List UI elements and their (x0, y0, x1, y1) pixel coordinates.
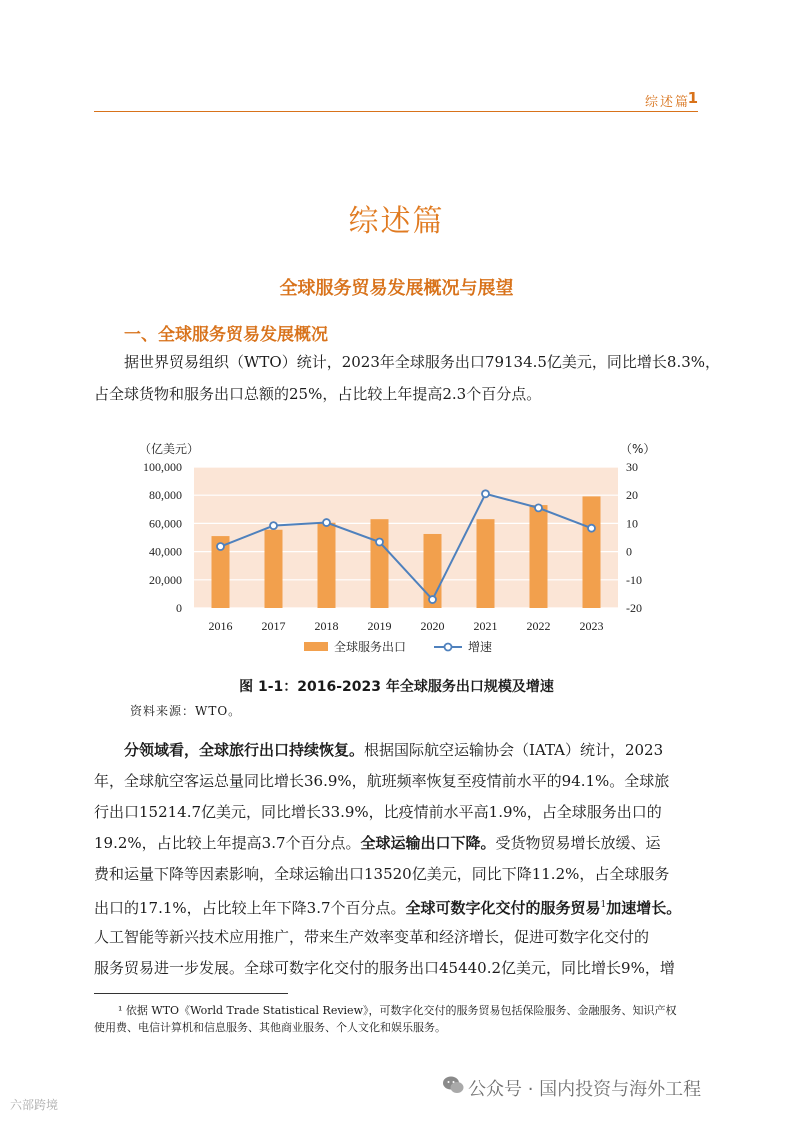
growth-point (482, 490, 489, 497)
footnote-ref: 1 (600, 900, 607, 910)
para2-line2: 年，全球航空客运总量同比增长36.9%，航班频率恢复至疫情前水平的94.1%。全球旅 (94, 772, 670, 790)
growth-point (588, 525, 595, 532)
x-tick-label: 2018 (314, 619, 339, 633)
para2-text-4b: 受货物贸易增长放缓、运 (495, 834, 661, 852)
footnote-rule (94, 993, 288, 994)
x-tick-label: 2020 (420, 619, 445, 633)
para2-text-4a: 19.2%，占比较上年提高3.7个百分点。 (94, 834, 361, 852)
growth-point (376, 539, 383, 546)
watermark-left: 六部跨境 (10, 1098, 59, 1112)
left-tick-label: 20,000 (149, 572, 182, 587)
left-tick-label: 60,000 (149, 516, 182, 531)
bar (530, 505, 548, 608)
watermark-right: 公众号 · 国内投资与海外工程 (468, 1079, 702, 1100)
growth-point (270, 522, 277, 529)
right-axis-unit: （%） (620, 442, 656, 456)
para2-line4 (94, 828, 698, 858)
source-note: 资料来源：WTO。 (130, 704, 242, 718)
para2-line3: 行出口15214.7亿美元，同比增长33.9%，比疫情前水平高1.9%，占全球服务出口的 (94, 803, 662, 821)
left-tick-label: 40,000 (149, 544, 182, 559)
para2-line8: 服务贸易进一步发展。全球可数字化交付的服务出口45440.2亿美元，同比增长9%，增 (94, 959, 675, 977)
legend-line-marker (445, 644, 452, 651)
right-tick-label: -10 (626, 572, 642, 587)
para2-bold-6b: 加速增长。 (606, 899, 682, 917)
para2-line5: 费和运量下降等因素影响，全球运输出口13520亿美元，同比下降11.2%，占全球服务 (94, 865, 670, 883)
x-tick-label: 2022 (526, 619, 551, 633)
para1-line1: 据世界贸易组织（WTO）统计，2023年全球服务出口79134.5亿美元，同比增长8.3%， (124, 353, 721, 371)
x-tick-label: 2019 (367, 619, 392, 633)
para2-text-1: 根据国际航空运输协会（IATA）统计，2023 (364, 741, 664, 759)
x-tick-label: 2016 (208, 619, 233, 633)
figure-caption: 图 1-1：2016-2023 年全球服务出口规模及增速 (239, 679, 554, 695)
chapter-title: 综述篇 (348, 204, 445, 239)
bar (583, 496, 601, 608)
right-tick-label: -20 (626, 601, 642, 615)
header-rule (94, 111, 698, 112)
left-tick-label: 0 (176, 601, 182, 615)
growth-point (217, 543, 224, 550)
section-heading: 一、全球服务贸易发展概况 (124, 325, 328, 345)
x-tick-label: 2021 (473, 619, 498, 633)
footnote-line1: ¹ 依据 WTO《World Trade Statistical Review》，可数字化交付的服务贸易包括保险服务、金融服务、知识产权 (118, 1004, 677, 1017)
legend-bar-swatch (304, 642, 328, 651)
footnote-line2: 使用费、电信计算机和信息服务、其他商业服务、个人文化和娱乐服务。 (94, 1021, 446, 1034)
legend-bar-label: 全球服务出口 (334, 640, 407, 654)
para2-bold-6: 全球可数字化交付的服务贸易 (405, 899, 601, 917)
para2-line7: 人工智能等新兴技术应用推广，带来生产效率变革和经济增长，促进可数字化交付的 (94, 928, 650, 946)
page-number: 1 (687, 89, 698, 107)
bar (477, 519, 495, 608)
x-tick-label: 2023 (579, 619, 604, 633)
para1-line2: 占全球货物和服务出口总额的25%，占比较上年提高2.3个百分点。 (94, 385, 542, 403)
para2-bold-1: 分领域看，全球旅行出口持续恢复。 (124, 741, 365, 759)
right-tick-label: 30 (626, 460, 638, 474)
chapter-subtitle: 全球服务贸易发展概况与展望 (279, 278, 514, 299)
growth-point (535, 504, 542, 511)
para2-text-6a: 出口的17.1%，占比较上年下降3.7个百分点。 (94, 899, 406, 917)
para2-bold-4: 全球运输出口下降。 (360, 834, 496, 852)
left-tick-label: 80,000 (149, 488, 182, 503)
right-tick-label: 0 (626, 544, 632, 559)
bar (371, 519, 389, 608)
running-header: 综述篇 (644, 95, 690, 110)
left-axis-unit: （亿美元） (139, 442, 200, 456)
legend-line-label: 增速 (468, 640, 493, 654)
para2-line6 (94, 890, 698, 923)
left-tick-label: 100,000 (143, 460, 182, 474)
x-tick-label: 2017 (261, 619, 286, 633)
growth-point (323, 519, 330, 526)
bar (265, 530, 283, 608)
right-tick-label: 20 (626, 488, 638, 503)
para2-line1 (124, 735, 728, 765)
wechat-icon (442, 1075, 464, 1095)
right-tick-label: 10 (626, 516, 638, 531)
growth-point (429, 596, 436, 603)
plot-area (194, 467, 618, 608)
export-chart (94, 432, 698, 664)
bar (318, 523, 336, 608)
